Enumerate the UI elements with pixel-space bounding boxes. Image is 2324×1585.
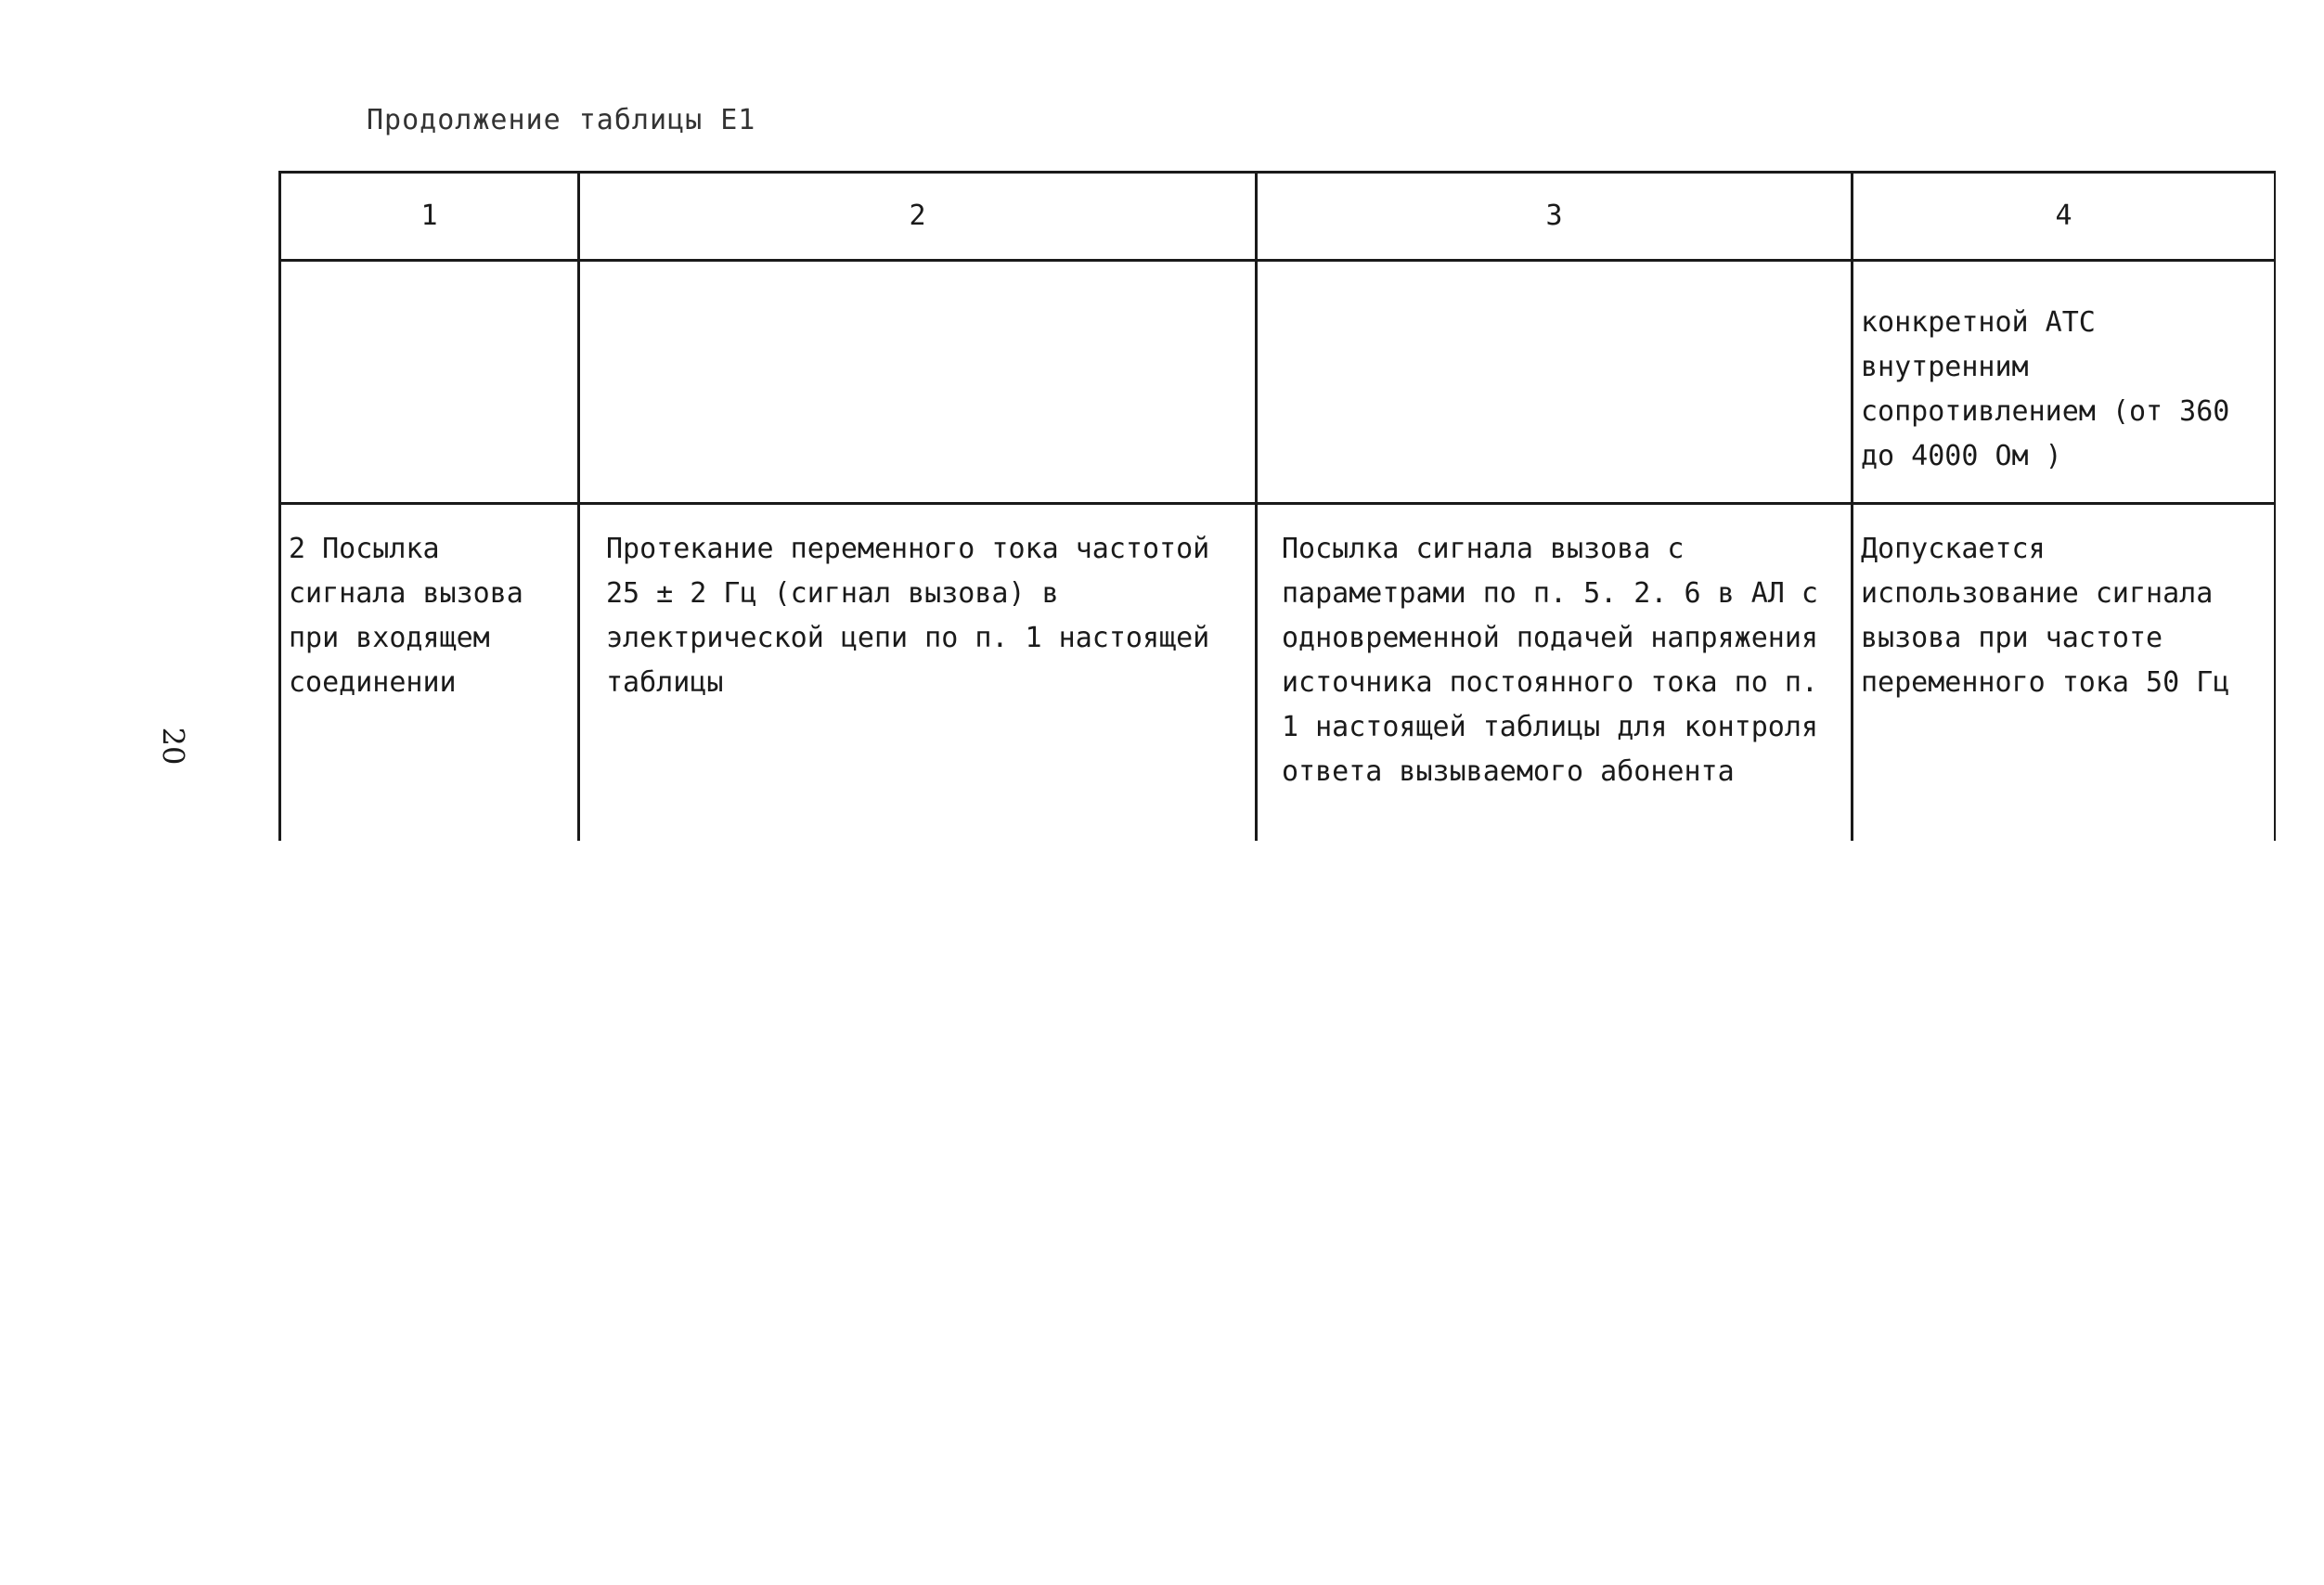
table-cell xyxy=(280,261,579,504)
column-header-3: 3 xyxy=(1257,173,1853,261)
column-header-4: 4 xyxy=(1853,173,2276,261)
table-cell xyxy=(1853,261,2276,504)
cell-text: Допускается использование сигнала вызова при частоте переменного тока 50 Гц xyxy=(1861,533,2230,699)
table-cell xyxy=(579,504,1257,842)
column-header-1: 1 xyxy=(280,173,579,261)
table-cell xyxy=(1257,504,1853,842)
cell-text: 2 Посылка сигнала вызова при входящем соединении xyxy=(289,533,523,699)
table-cell xyxy=(1257,261,1853,504)
column-header-2: 2 xyxy=(579,173,1257,261)
table-container xyxy=(278,171,2276,841)
table-cell xyxy=(1853,504,2276,842)
table-row xyxy=(280,504,2276,842)
table-header-row xyxy=(280,173,2276,261)
cell-text: конкретной АТС внутренним сопротивлением (от 360 до 4000 Ом ) xyxy=(1861,306,2230,472)
table-cell xyxy=(280,504,579,842)
table-cell xyxy=(579,261,1257,504)
table-row xyxy=(280,261,2276,504)
cell-text: Протекание переменного тока частотой 25 ± 2 Гц (сигнал вызова) в электрической цепи по п. 1 настоящей таблицы xyxy=(606,533,1210,699)
table-caption: Продолжение таблицы Е1 xyxy=(367,104,756,136)
data-table xyxy=(278,171,2276,841)
cell-text: Посылка сигнала вызова с параметрами по п. 5. 2. 6 в АЛ с одновременной подачей напряжения источника постоянного тока по п. 1 настоящей таблицы для контроля ответа вызываемого абонента xyxy=(1282,533,1818,788)
page-number: 20 xyxy=(155,727,191,766)
